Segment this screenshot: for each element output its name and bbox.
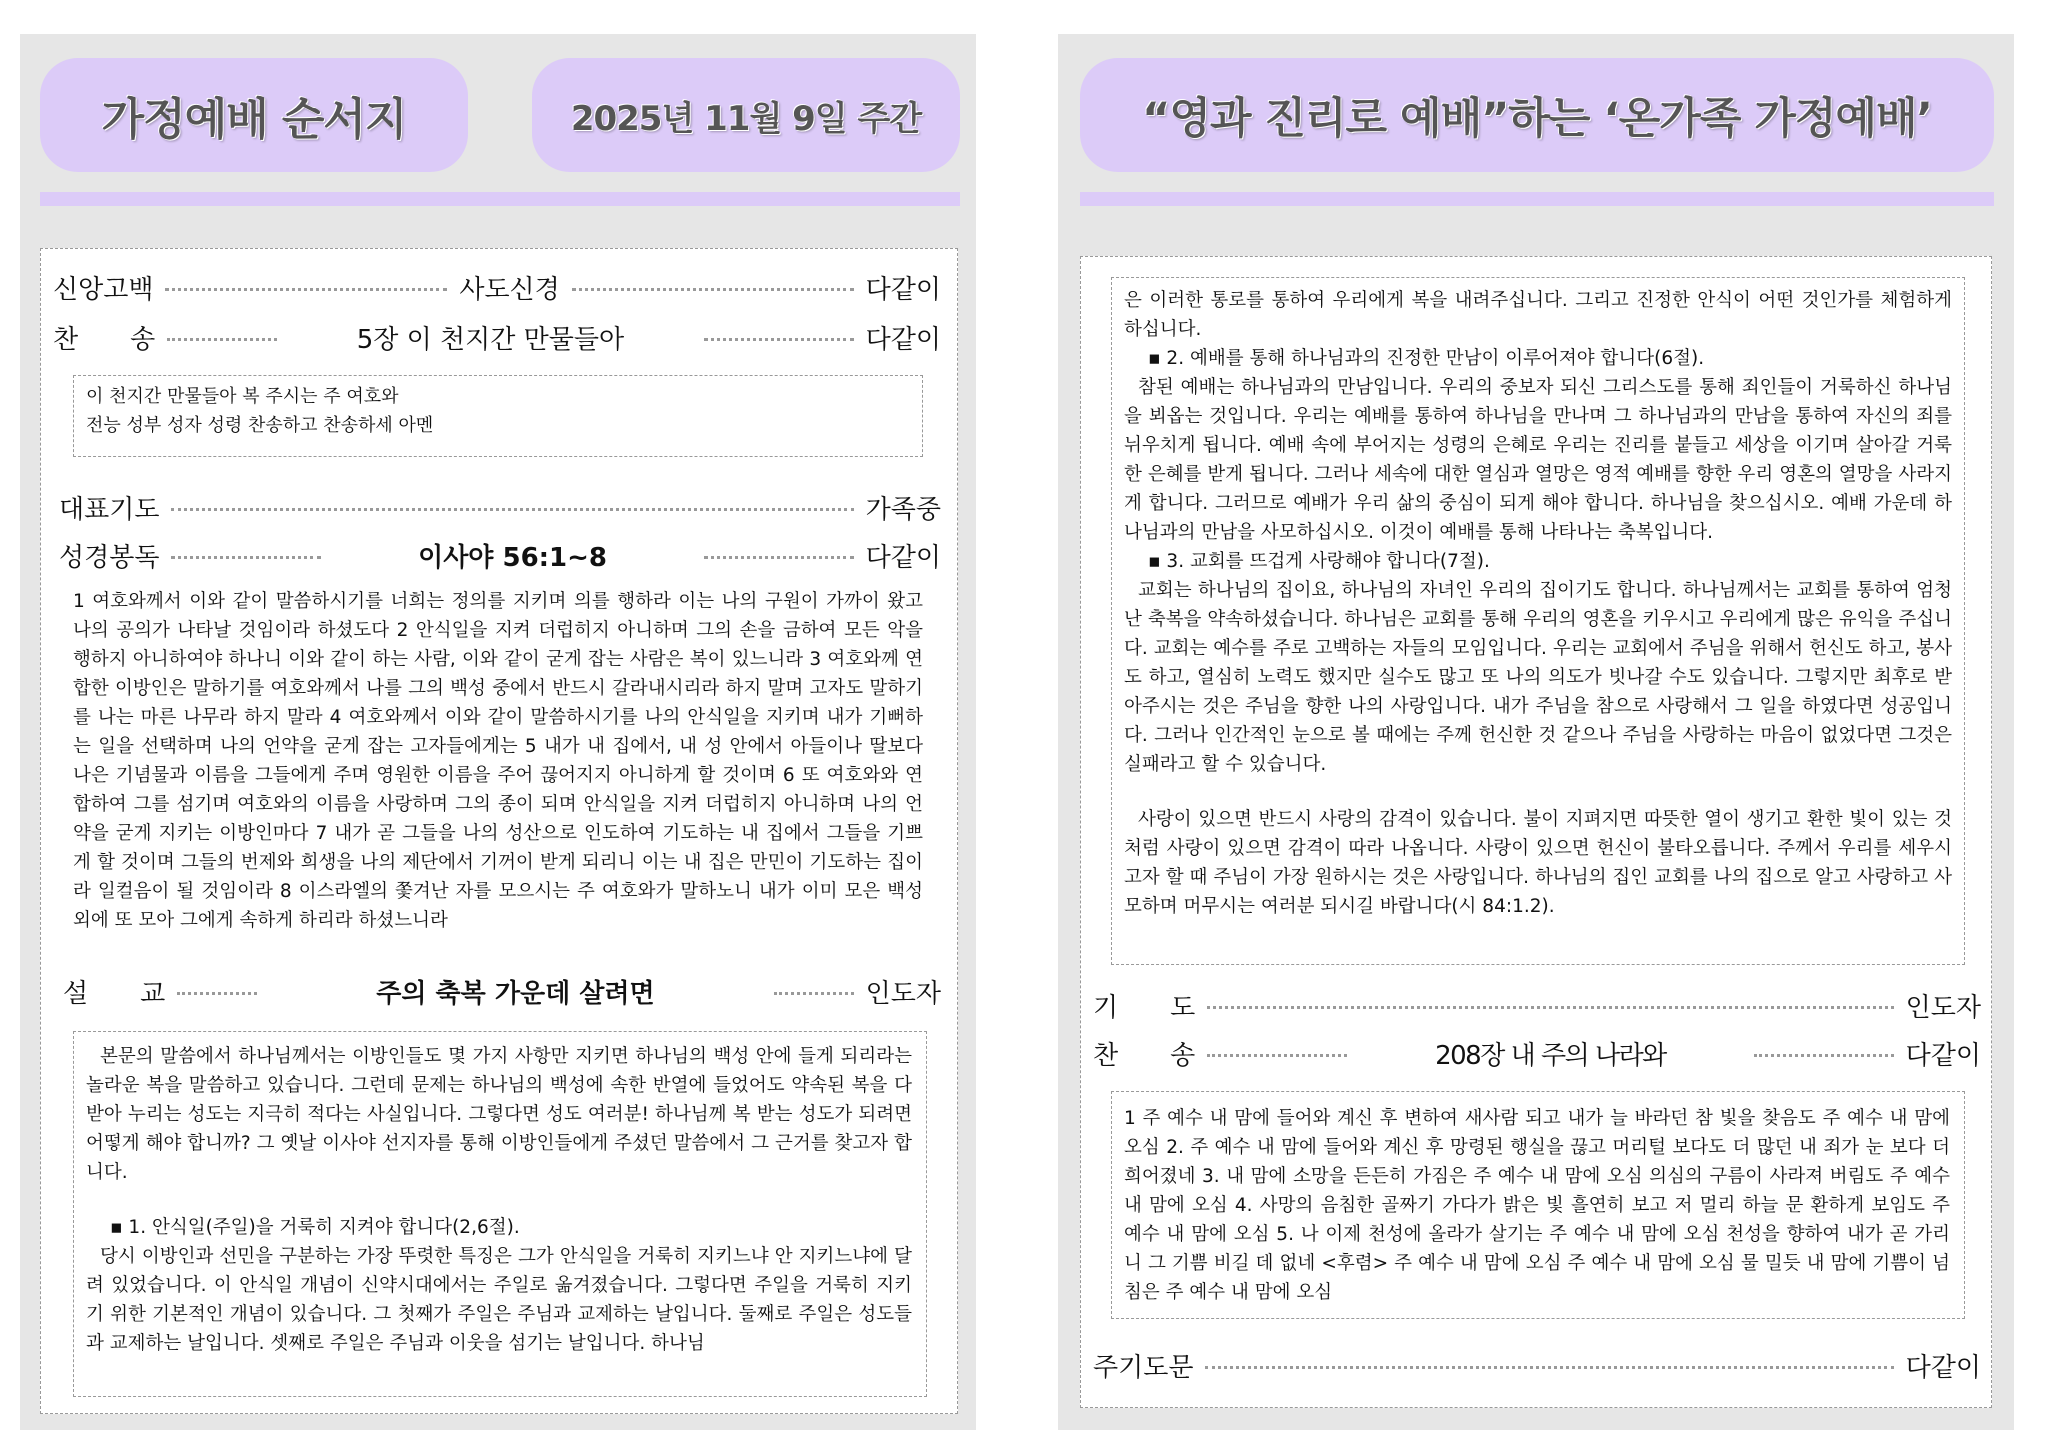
lyric-line: 이 천지간 만물들아 복 주시는 주 여호와 (86, 386, 399, 407)
row-creed (53, 265, 941, 309)
sermon-intro: 본문의 말씀에서 하나님께서는 이방인들도 몇 가지 사항만 지키면 하나님의 백성 안에 들게 되리라는 놀라운 복을 말씀하고 있습니다. 그런데 문제는 하나님의 백성에 속한 반열에 들었어도 약속된 복을 다 받아 누리는 성도는 지극히 적다는 사실입니다. 그렇다면 성도 여러분! 하나님께 복 받는 성도가 되려면 어떻게 해야 합니까? 그 옛날 이사야 선지자를 통해 이방인들에게 주셨던 말씀에서 그 근거를 찾고자 합니다. (86, 1046, 912, 1183)
row-label: 대표기도 (59, 494, 160, 525)
order-title: 가정예배 순서지 (40, 58, 468, 172)
row-lords-prayer (1093, 1343, 1981, 1387)
leader-dots (177, 992, 257, 995)
row-hymn (53, 315, 941, 359)
row-label: 찬 송 (53, 324, 156, 355)
leader-dots (167, 338, 277, 341)
row-value: 다같이 (1905, 1352, 1981, 1383)
leader-dots (572, 288, 854, 291)
order-box (40, 248, 958, 1414)
point2-title: ▪ 2. 예배를 통해 하나님과의 진정한 만남이 이루어져야 합니다(6절). (1148, 348, 1705, 369)
sermon-cont: 은 이러한 통로를 통하여 우리에게 복을 내려주십니다. 그리고 진정한 안식이 어떤 것인가를 체험하게 하십니다. (1124, 290, 1952, 340)
leader-dots (774, 992, 854, 995)
point3-title: ▪ 3. 교회를 뜨겁게 사랑해야 합니다(7절). (1148, 551, 1490, 572)
leader-dots (704, 338, 854, 341)
leader-dots (1207, 1054, 1347, 1057)
row-value: 다같이 (865, 324, 941, 355)
leader-dots (704, 556, 854, 559)
row-value: 가족중 (865, 494, 941, 525)
sermon-cont-text (1124, 286, 1952, 921)
paragraph-gap (1124, 779, 1952, 805)
left-page (20, 34, 976, 1430)
leader-dots (165, 288, 447, 291)
leader-dots (1207, 1006, 1893, 1009)
row-label: 기 도 (1093, 992, 1196, 1023)
leader-dots (171, 508, 853, 511)
point1-title: ▪ 1. 안식일(주일)을 거룩히 지켜야 합니다(2,6절). (110, 1217, 520, 1238)
sermon-cont-box (1080, 256, 1992, 1408)
row-middle: 5장 이 천지간 만물들아 (356, 324, 625, 355)
conclusion-text: 사랑이 있으면 반드시 사랑의 감격이 있습니다. 불이 지펴지면 따뜻한 열이 생기고 환한 빛이 있는 것처럼 사랑이 있으면 감격이 따라 나옵니다. 사랑이 있으면 헌신이 불타오릅니다. 주께서 우리를 세우시고자 할 때 주님이 가장 원하시는 것은 사랑입니다. 하나님의 집인 교회를 나의 집으로 알고 사랑하고 사모하며 머무시는 여러분 되시길 바랍니다(시 84:1.2). (1124, 809, 1952, 917)
hymn-lyrics (86, 382, 906, 440)
row-reading (59, 533, 941, 577)
row-label: 주기도문 (1093, 1352, 1194, 1383)
point1-text: 당시 이방인과 선민을 구분하는 가장 뚜렷한 특징은 그가 안식일을 거룩히 지키느냐 안 지키느냐에 달려 있었습니다. 이 안식일 개념이 신약시대에서는 주일로 옮겨졌습니다. 그렇다면 주일을 거룩히 지키기 위한 기본적인 개념이 있습니다. 그 첫째가 주일은 주님과 교제하는 날입니다. 둘째로 주일은 성도들과 교제하는 날입니다. 셋째로 주일은 주님과 이웃을 섬기는 날입니다. 하나님 (86, 1246, 912, 1354)
row-value: 다같이 (1905, 1040, 1981, 1071)
row-value: 다같이 (865, 542, 941, 573)
leader-dots (1205, 1366, 1893, 1369)
point3-text: 교회는 하나님의 집이요, 하나님의 자녀인 우리의 집이기도 합니다. 하나님께서는 교회를 통하여 엄청난 축복을 약속하셨습니다. 하나님은 교회를 통해 우리의 영혼을 키우시고 우리에게 많은 유익을 주십니다. 교회는 예수를 주로 고백하는 자들의 모임입니다. 우리는 교회에서 주님을 위해서 헌신도 하고, 봉사도 하고, 열심히 노력도 했지만 실수도 많고 또 나의 의도가 빗나갈 수도 있습니다. 그렇지만 최후로 받아주시는 것은 주님을 향한 나의 사랑입니다. 내가 주님을 참으로 사랑해서 그 일을 하였다면 성공입니다. 그러나 인간적인 눈으로 볼 때에는 주께 헌신한 것 같으나 주님을 사랑하는 마음이 없었다면 그것은 실패라고 할 수 있습니다. (1124, 580, 1952, 775)
row-hymn (1093, 1031, 1981, 1075)
title-stripe (1080, 192, 1994, 206)
row-label: 설 교 (63, 978, 166, 1009)
sermon-cont-inner (1111, 277, 1965, 965)
scripture-text: 1 여호와께서 이와 같이 말씀하시기를 너희는 정의를 지키며 의를 행하라 이는 나의 구원이 가까이 왔고 나의 공의가 나타날 것임이라 하셨도다 2 안식일을 지켜 더럽히지 아니하며 그의 손을 금하여 모든 악을 행하지 아니하여야 하나니 이와 같이 하는 사람, 이와 같이 굳게 잡는 사람은 복이 있느니라 3 여호와께 연합한 이방인은 말하기를 여호와께서 나를 그의 백성 중에서 반드시 갈라내시리라 하지 말며 고자도 말하기를 나는 마른 나무라 하지 말라 4 여호와께서 이와 같이 말씀하시기를 나의 안식일을 지키며 내가 기뻐하는 일을 선택하며 나의 언약을 굳게 잡는 고자들에게는 5 내가 내 집에서, 내 성 안에서 아들이나 딸보다 나은 기념물과 이름을 그들에게 주며 영원한 이름을 주어 끊어지지 아니하게 할 것이며 6 또 여호와와 연합하여 그를 섬기며 여호와의 이름을 사랑하며 그의 종이 되며 안식일을 지켜 더럽히지 아니하며 나의 언약을 굳게 지키는 이방인마다 7 내가 곧 그들을 나의 성산으로 인도하여 기도하는 내 집에서 그들을 기쁘게 할 것이며 그들의 번제와 희생을 나의 제단에서 기꺼이 받게 되리니 이는 내 집은 만민이 기도하는 집이라 일컬음이 될 것임이라 8 이스라엘의 쫓겨난 자를 모으시는 주 여호와가 말하노니 내가 이미 모은 백성 외에 또 모아 그에게 속하게 하리라 하셨느니라 (73, 591, 923, 931)
row-middle: 이사야 56:1~8 (418, 542, 608, 573)
row-value: 인도자 (865, 978, 941, 1009)
row-middle: 주의 축복 가운데 살려면 (376, 978, 655, 1009)
hymn-lyrics-box (1111, 1091, 1965, 1319)
hymn-lyrics-box (73, 375, 923, 457)
row-label: 성경봉독 (59, 542, 160, 573)
lyric-line: 전능 성부 성자 성령 찬송하고 찬송하세 아멘 (86, 415, 434, 436)
right-page (1058, 34, 2014, 1430)
row-sermon (63, 969, 941, 1013)
leader-dots (171, 556, 321, 559)
row-middle: 사도신경 (459, 274, 560, 305)
row-prayer (1093, 983, 1981, 1027)
row-label: 찬 송 (1093, 1040, 1196, 1071)
worship-title: “영과 진리로 예배”하는 ‘온가족 가정예배’ (1080, 58, 1994, 172)
row-prayer (59, 485, 941, 529)
title-stripe (40, 192, 960, 206)
leader-dots (1754, 1054, 1894, 1057)
row-middle: 208장 내 주의 나라와 (1435, 1040, 1666, 1071)
point2-text: 참된 예배는 하나님과의 만남입니다. 우리의 중보자 되신 그리스도를 통해 죄인들이 거룩하신 하나님을 뵈옵는 것입니다. 우리는 예배를 통하여 하나님을 만나며 그 하나님과의 만남을 통하여 자신의 죄를 뉘우치게 됩니다. 예배 속에 부어지는 성령의 은혜로 우리는 진리를 붙들고 세상을 이기며 살아갈 거룩한 은혜를 받게 됩니다. 그러나 세속에 대한 열심과 열망은 영적 예배를 향한 우리 영혼의 열망을 사라지게 합니다. 그러므로 예배가 우리 삶의 중심이 되게 해야 합니다. 하나님을 찾으십시오. 예배 가운데 하나님과의 만남을 사모하십시오. 이것이 예배를 통해 나타나는 축복입니다. (1124, 377, 1952, 543)
date-title: 2025년 11월 9일 주간 (532, 58, 960, 172)
sermon-box (73, 1031, 927, 1397)
row-value: 다같이 (865, 274, 942, 305)
hymn-lyrics: 1 주 예수 내 맘에 들어와 계신 후 변하여 새사람 되고 내가 늘 바라던 참 빛을 찾음도 주 예수 내 맘에 오심 2. 주 예수 내 맘에 들어와 계신 후 망령된 행실을 끊고 머리털 보다도 더 많던 내 죄가 눈 보다 더 희어졌네 3. 내 맘에 소망을 든든히 가짐은 주 예수 내 맘에 오심 의심의 구름이 사라져 버림도 주 예수 내 맘에 오심 4. 사망의 음침한 골짜기 가다가 밝은 빛 흘연히 보고 저 멀리 하늘 문 환하게 보임도 주 예수 내 맘에 오심 5. 나 이제 천성에 올라가 살기는 주 예수 내 맘에 오심 천성을 향하여 내가 곧 가리니 그 기쁨 비길 데 없네 <후렴> 주 예수 내 맘에 오심 주 예수 내 맘에 오심 물 밀듯 내 맘에 기쁨이 넘침은 주 예수 내 맘에 오심 (1124, 1108, 1950, 1303)
row-value: 인도자 (1905, 992, 1981, 1023)
sermon-text (86, 1042, 912, 1358)
row-label: 신앙고백 (53, 274, 154, 305)
paragraph-gap (86, 1187, 912, 1213)
